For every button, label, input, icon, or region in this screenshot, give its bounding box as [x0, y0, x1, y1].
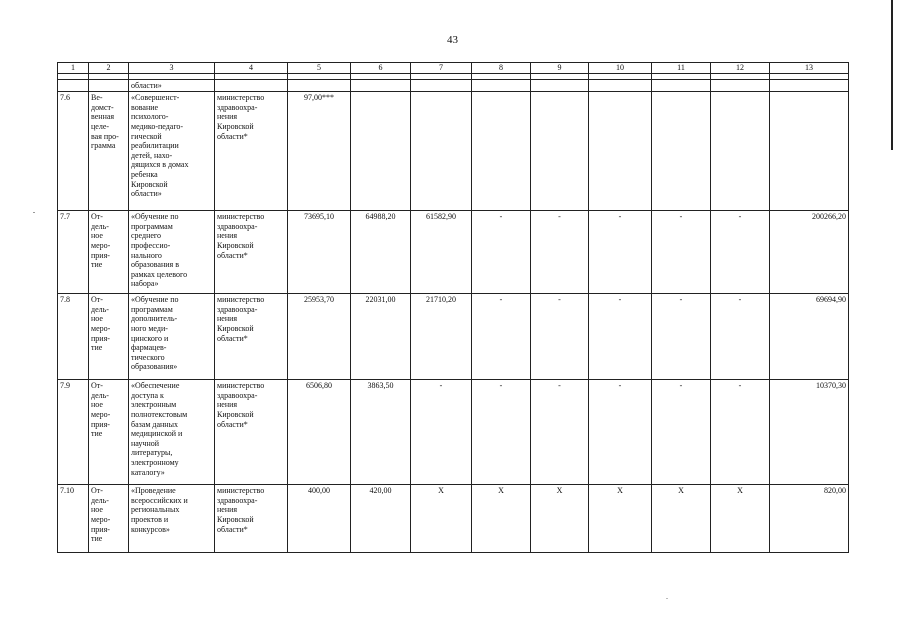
row-type: От- дель- ное меро- прия- тие	[89, 380, 129, 485]
row-total: 10370,30	[770, 380, 849, 485]
row-value	[531, 92, 589, 211]
column-number: 2	[89, 63, 129, 74]
row-name: «Проведение всероссийских и региональных проектов и конкурсов»	[129, 485, 215, 553]
table-row	[58, 294, 849, 380]
row-value: -	[711, 294, 770, 380]
column-number: 9	[531, 63, 589, 74]
row-value: -	[652, 294, 711, 380]
row-value: -	[472, 380, 531, 485]
row-value: 21710,20	[411, 294, 472, 380]
column-number: 5	[288, 63, 351, 74]
continuation-text: области»	[129, 79, 215, 92]
row-value	[652, 92, 711, 211]
row-value: 3863,50	[351, 380, 411, 485]
scan-speck	[33, 212, 35, 213]
row-executor: министерство здравоохра- нения Кировской области*	[215, 485, 288, 553]
row-value: -	[652, 380, 711, 485]
row-name: «Обучение по программам среднего профессио- нального образования в рамках целевого набора»	[129, 211, 215, 294]
row-value: 420,00	[351, 485, 411, 553]
row-value	[711, 92, 770, 211]
column-number: 6	[351, 63, 411, 74]
row-value	[472, 92, 531, 211]
row-value: Х	[472, 485, 531, 553]
column-number: 1	[58, 63, 89, 74]
row-value: -	[531, 294, 589, 380]
row-number: 7.10	[58, 485, 89, 553]
row-value: 61582,90	[411, 211, 472, 294]
row-type: От- дель- ное меро- прия- тие	[89, 485, 129, 553]
row-executor: министерство здравоохра- нения Кировской области*	[215, 380, 288, 485]
row-executor: министерство здравоохра- нения Кировской области*	[215, 92, 288, 211]
row-value: 97,00***	[288, 92, 351, 211]
row-value: 6506,80	[288, 380, 351, 485]
row-total: 200266,20	[770, 211, 849, 294]
row-value: Х	[531, 485, 589, 553]
row-value: Х	[589, 485, 652, 553]
row-type: Ве- домст- венная целе- вая про- грамма	[89, 92, 129, 211]
row-value: -	[589, 211, 652, 294]
row-number: 7.7	[58, 211, 89, 294]
column-number: 3	[129, 63, 215, 74]
row-total: 69694,90	[770, 294, 849, 380]
row-value: 25953,70	[288, 294, 351, 380]
column-number: 10	[589, 63, 652, 74]
row-executor: министерство здравоохра- нения Кировской области*	[215, 294, 288, 380]
row-value: -	[472, 211, 531, 294]
row-value: 400,00	[288, 485, 351, 553]
table-row	[58, 485, 849, 553]
page-number: 43	[447, 34, 458, 46]
row-value: -	[589, 294, 652, 380]
table-row	[58, 380, 849, 485]
row-value: -	[531, 211, 589, 294]
row-type: От- дель- ное меро- прия- тие	[89, 211, 129, 294]
column-number: 8	[472, 63, 531, 74]
program-table	[57, 62, 849, 553]
table-row	[58, 92, 849, 211]
row-value: -	[472, 294, 531, 380]
row-executor: министерство здравоохра- нения Кировской области*	[215, 211, 288, 294]
row-total	[770, 92, 849, 211]
row-name: «Обеспечение доступа к электронным полнотекстовым базам данных медицинской и научной литературы, электронному каталогу»	[129, 380, 215, 485]
row-total: 820,00	[770, 485, 849, 553]
row-type: От- дель- ное меро- прия- тие	[89, 294, 129, 380]
row-value: Х	[652, 485, 711, 553]
scan-edge-line	[891, 0, 893, 150]
row-value: -	[711, 380, 770, 485]
row-name: «Обучение по программам дополнитель- ного меди- цинского и фармацев- тического образования»	[129, 294, 215, 380]
row-value: -	[411, 380, 472, 485]
continuation-row	[58, 79, 849, 92]
row-value: Х	[711, 485, 770, 553]
row-number: 7.9	[58, 380, 89, 485]
row-value: 64988,20	[351, 211, 411, 294]
table-row	[58, 211, 849, 294]
scan-speck	[666, 598, 668, 599]
column-number: 11	[652, 63, 711, 74]
row-number: 7.8	[58, 294, 89, 380]
column-number: 12	[711, 63, 770, 74]
column-number-row	[58, 63, 849, 74]
row-value: -	[531, 380, 589, 485]
row-value: 73695,10	[288, 211, 351, 294]
row-number: 7.6	[58, 92, 89, 211]
row-value	[589, 92, 652, 211]
column-number: 7	[411, 63, 472, 74]
row-value: -	[711, 211, 770, 294]
column-number: 13	[770, 63, 849, 74]
row-value	[411, 92, 472, 211]
row-value: -	[589, 380, 652, 485]
row-value	[351, 92, 411, 211]
row-name: «Совершенст- вование психолого- медико-педаго- гической реабилитации детей, нахо- дящихся в домах ребенка Кировской области»	[129, 92, 215, 211]
row-value: Х	[411, 485, 472, 553]
row-value: 22031,00	[351, 294, 411, 380]
row-value: -	[652, 211, 711, 294]
column-number: 4	[215, 63, 288, 74]
